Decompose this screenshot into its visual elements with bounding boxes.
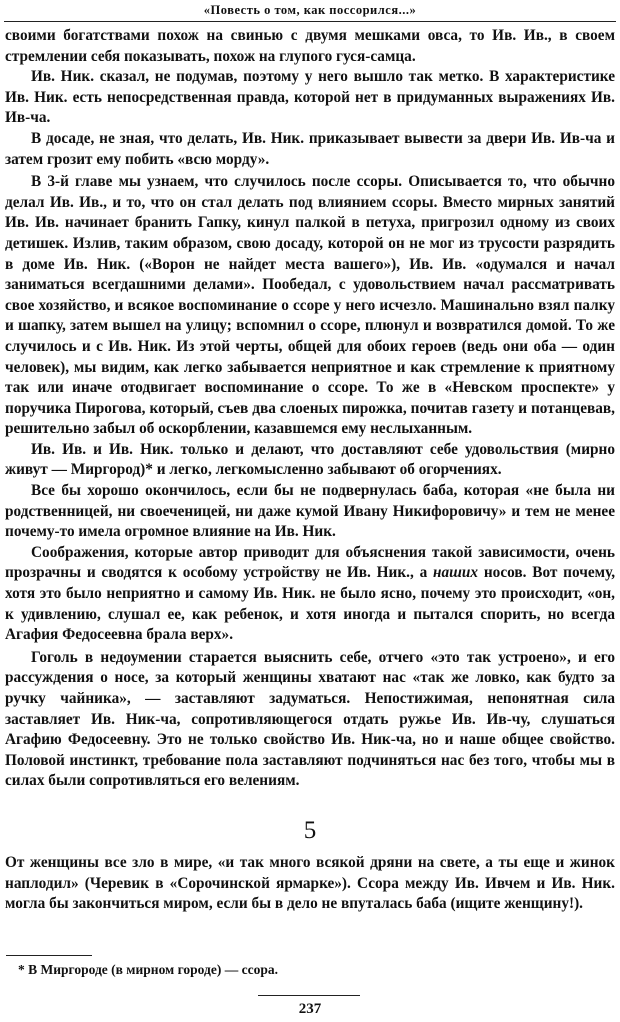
paragraph-8: Гоголь в недоумении старается выяснить себе, отчего «это так устроено», и его рассуждения о носе, за который женщины хватают нас «так же ловко, как будто за ручку чайника», — заставляют задуматься. Непостижимая, непонятная сила заставляет Ив. Ник-ча, сопротивляющегося отдать ружье Ив. Ив-чу, слушаться Агафию Федосеевну. Это не только свойство Ив. Ник-ча, но и наше общее свойство. Половой инстинкт, требование пола заставляют подчиняться нас без того, чтобы мы в силах были сопротивляться его велениям. [5,648,615,790]
paragraph-7-end: носов. Вот почему, хотя это было неприятно и самому Ив. Ник. не было ясно, почему это происходит, «он, к удивлению, слушал ее, как ребенок, и хотя иногда и пытался спорить, но всегда Агафия Федосеевна брала верх». [5,564,616,644]
paragraph-6: Все бы хорошо окончилось, если бы не подвернулась баба, которая «не была ни родственницей, ни своеченицей, ни даже кумой Ивану Никифоровичу» и тем не менее почему-то имела огромное влияние на Ив. Ник. [5,482,615,541]
running-head: «Повесть о том, как поссорился...» [203,3,417,17]
page-number: 237 [298,1001,322,1017]
paragraph-2: Ив. Ник. сказал, не подумав, поэтому у него вышло так метко. В характеристике Ив. Ник. есть непосредственная правда, которой нет в придуманных выражениях Ив. Ив-ча. [5,68,615,127]
paragraph-4: В 3-й главе мы узнаем, что случилось после ссоры. Описывается то, что обычно делал Ив. Ив., и то, что он стал делать под влиянием ссоры. Вместо мирных занятий Ив. Ив. начинает бранить Гапку, кинул палкой в петуха, пригрозил одному из своих детишек. Излив, таким образом, свою досаду, которой он не мог из трусости разрядить в доме Ив. Ник. («Ворон не найдет места вашего»), Ив. Ив. «одумался и начал заниматься всегдашними делами». Пообедал, с удовольствием начал рассматривать свое хозяйство, и всякое воспоминание о ссоре у него исчезло. Машинально взял палку и шапку, затем вышел на улицу; вспомнил о ссоре, плюнул и возвратился домой. То же случилось и с Ив. Ник. Из этой черты, общей для обоих героев (ведь они оба — один человек), мы видим, как легко забывается неприятное и как стремление к приятному так или иначе отодвигает воспоминание о ссоре. То же в «Невском проспекте» у поручика Пирогова, который, съев два слоеных пирожка, почитав газету и потанцевав, решительно забыл об оскорблении, казавшемся ему неслыханным. [5,173,615,438]
paragraph-5: Ив. Ив. и Ив. Ник. только и делают, что доставляют себе удовольствия (мирно живут — Миргород)* и легко, легкомысленно забывают об огорчениях. [5,440,615,479]
page-number-rule [258,995,360,996]
paragraph-3: В досаде, не зная, что делать, Ив. Ник. приказывает вывести за двери Ив. Ив-ча и затем грозит ему побить «всю морду». [5,129,615,168]
main-text [5,26,615,792]
paragraph-1: своими богатствами похож на свинью с двумя мешками овса, то Ив. Ив., в своем стремлении себя показывать, похож на глупого гуся-самца. [5,27,615,65]
chapter-number: 5 [303,817,317,844]
footnote-divider [6,955,92,956]
footnote: * В Миргороде (в мирном городе) — ссора. [18,962,278,977]
paragraph-7 [5,543,615,646]
chapter-5-text [5,853,615,915]
paragraph-7-start: Соображения, которые автор приводит для объяснения такой зависимости, очень прозрачны и сводятся к особому устройству не Ив. Ник., а [5,543,615,582]
header-divider [4,21,616,22]
paragraph-9: От женщины все зло в мире, «и так много всякой дряни на свете, а ты еще и жинок наплодил» (Черевик в «Сорочинской ярмарке»). Ссора между Ив. Ивчем и Ив. Ник. могла бы закончиться миром, если бы в дело не впуталась баба (ищите женщину!). [5,854,615,913]
emphasis-word: наших [433,564,479,582]
